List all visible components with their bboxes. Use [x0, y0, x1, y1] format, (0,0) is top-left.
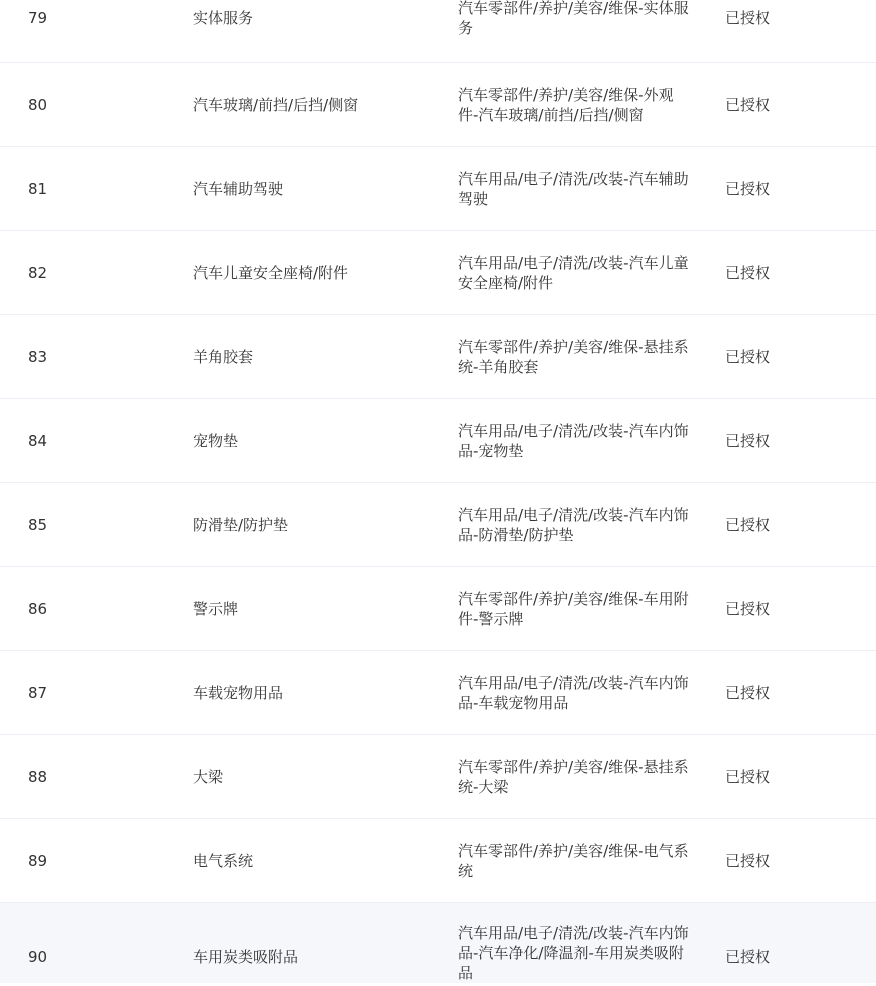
row-index: 88	[28, 767, 48, 786]
row-name: 防滑垫/防护垫	[193, 515, 289, 534]
row-index: 82	[28, 263, 48, 282]
row-name: 电气系统	[193, 851, 254, 870]
row-index: 89	[28, 851, 48, 870]
row-status: 已授权	[725, 179, 771, 198]
row-category: 汽车用品/电子/清洗/改装-汽车儿童安全座椅/附件	[458, 253, 689, 292]
table-row	[0, 483, 876, 567]
table-row	[0, 0, 876, 63]
row-status: 已授权	[725, 431, 771, 450]
table-row	[0, 147, 876, 231]
row-category: 汽车用品/电子/清洗/改装-汽车内饰品-车载宠物用品	[458, 673, 689, 712]
table-row	[0, 735, 876, 819]
table-row	[0, 567, 876, 651]
table-row	[0, 231, 876, 315]
row-index: 86	[28, 599, 48, 618]
row-category: 汽车零部件/养护/美容/维保-实体服务	[458, 0, 689, 37]
row-category: 汽车用品/电子/清洗/改装-汽车内饰品-汽车净化/降温剂-车用炭类吸附品	[458, 924, 689, 982]
row-status: 已授权	[725, 767, 771, 786]
table-row	[0, 903, 876, 983]
row-index: 81	[28, 179, 48, 198]
row-index: 83	[28, 347, 48, 366]
row-index: 87	[28, 683, 48, 702]
table-row	[0, 63, 876, 147]
row-category: 汽车用品/电子/清洗/改装-汽车内饰品-防滑垫/防护垫	[458, 505, 689, 544]
row-index: 84	[28, 431, 48, 450]
table-row	[0, 651, 876, 735]
row-category: 汽车用品/电子/清洗/改装-汽车内饰品-宠物垫	[458, 421, 689, 460]
row-index: 90	[28, 948, 48, 966]
row-status: 已授权	[725, 599, 771, 618]
row-category: 汽车零部件/养护/美容/维保-车用附件-警示牌	[458, 589, 689, 628]
row-name: 车用炭类吸附品	[193, 948, 299, 966]
table-row	[0, 819, 876, 903]
row-status: 已授权	[725, 948, 771, 966]
row-index: 80	[28, 95, 48, 114]
row-name: 宠物垫	[193, 431, 239, 450]
table-row	[0, 315, 876, 399]
row-category: 汽车零部件/养护/美容/维保-电气系统	[458, 841, 689, 880]
row-index: 85	[28, 515, 48, 534]
row-name: 汽车玻璃/前挡/后挡/侧窗	[193, 95, 359, 114]
row-status: 已授权	[725, 683, 771, 702]
row-name: 警示牌	[193, 599, 239, 618]
row-status: 已授权	[725, 347, 771, 366]
row-category: 汽车零部件/养护/美容/维保-外观件-汽车玻璃/前挡/后挡/侧窗	[458, 85, 674, 124]
row-index: 79	[28, 9, 48, 27]
row-name: 羊角胶套	[193, 347, 254, 366]
table-row	[0, 399, 876, 483]
row-name: 大梁	[193, 767, 224, 786]
row-status: 已授权	[725, 9, 771, 27]
row-category: 汽车零部件/养护/美容/维保-悬挂系统-大梁	[458, 757, 689, 796]
row-status: 已授权	[725, 515, 771, 534]
row-name: 汽车辅助驾驶	[193, 179, 284, 198]
row-name: 实体服务	[193, 9, 254, 27]
row-name: 汽车儿童安全座椅/附件	[193, 263, 349, 282]
row-status: 已授权	[725, 95, 771, 114]
row-category: 汽车零部件/养护/美容/维保-悬挂系统-羊角胶套	[458, 337, 689, 376]
row-category: 汽车用品/电子/清洗/改装-汽车辅助驾驶	[458, 169, 689, 208]
row-status: 已授权	[725, 263, 771, 282]
row-name: 车载宠物用品	[193, 683, 284, 702]
row-status: 已授权	[725, 851, 771, 870]
